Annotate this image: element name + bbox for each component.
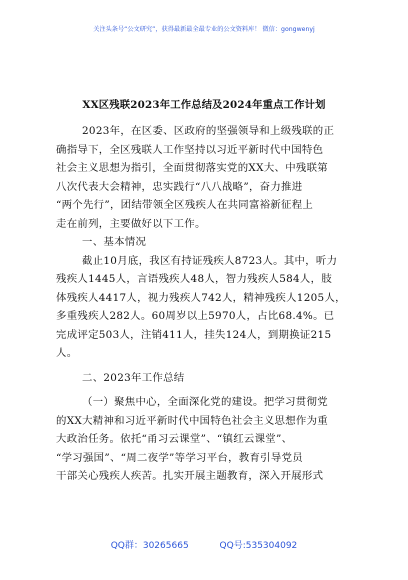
body-line: 2023年，在区委、区政府的坚强领导和上级残联的正 bbox=[82, 125, 335, 137]
body-line: 完成评定503人，注销411人，挂失124人，到期换证215 bbox=[56, 328, 332, 341]
body-line: 的XX大精神和习近平新时代中国特色社会主义思想作为重 bbox=[56, 414, 328, 427]
section-heading-summary: 二、2023年工作总结 bbox=[82, 371, 185, 384]
body-line: 残疾人1445人，言语残疾人48人，智力残疾人584人，肢 bbox=[56, 273, 333, 285]
body-line: 截止10月底，我区有持证残疾人8723人。其中，听力 bbox=[82, 254, 338, 267]
document-title: XX区残联2023年工作总结及2024年重点工作计划 bbox=[82, 99, 326, 111]
document-body bbox=[56, 122, 352, 486]
section-heading-basic: 一、基本情况 bbox=[82, 236, 147, 248]
body-line: 多重残疾人282人。60周岁以上5970人，占比68.4%。已 bbox=[56, 310, 335, 322]
body-line: 体残疾人4417人，视力残疾人742人，精神残疾人1205人， bbox=[56, 291, 346, 304]
body-line: 社会主义思想为指引，全面贯彻落实党的XX大、中残联第 bbox=[56, 162, 328, 174]
footer-contact bbox=[0, 538, 408, 551]
footer-qq-number: QQ号:535304092 bbox=[219, 541, 298, 551]
body-line: “学习强国”、“周二夜学”等学习平台，教育引导党员 bbox=[56, 451, 303, 464]
body-line: 八次代表大会精神，忠实践行“八八战略”，奋力推进 bbox=[56, 180, 303, 193]
body-line: 大政治任务。依托“甬习云课堂”、“镇红云课堂”、 bbox=[56, 433, 293, 445]
body-line: 干部关心残疾人疾苦。扎实开展主题教育，深入开展形式 bbox=[56, 470, 324, 482]
header-promo-note: 关注头条号“公文研究”，获得最新最全最专业的公文资料库！ 微信：gongwenyj bbox=[93, 26, 315, 33]
body-line: 走在前列，主要做好以下工作。 bbox=[56, 217, 206, 230]
body-line: 人。 bbox=[56, 347, 78, 359]
footer-qq-group: QQ群：30265665 bbox=[110, 541, 189, 551]
body-line: “两个先行”，团结带领全区残疾人在共同富裕新征程上 bbox=[56, 199, 314, 211]
body-line: （一）聚焦中心，全面深化党的建设。把学习贯彻党 bbox=[82, 396, 328, 408]
body-line: 确指导下，全区残联人工作坚持以习近平新时代中国特色 bbox=[56, 143, 324, 156]
